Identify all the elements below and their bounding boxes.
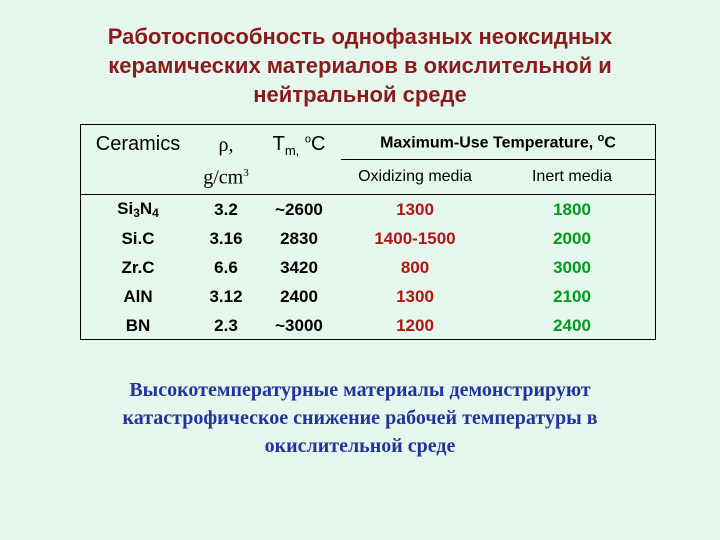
header-max-use-label: Maximum-Use Temperature,	[380, 134, 598, 152]
header-density-unit-exponent: 3	[243, 167, 249, 179]
melting-temperature-cell: 2830	[280, 228, 318, 248]
slide-title	[40, 22, 680, 109]
table-row	[81, 311, 655, 340]
ceramic-name-part: N	[139, 199, 153, 218]
header-inert-media: Inert media	[531, 168, 613, 185]
ceramics-table	[81, 125, 655, 340]
oxidizing-value-cell: 1300	[396, 286, 434, 306]
ceramic-name-cell: AlN	[123, 286, 153, 306]
ceramic-name-cell: Si.C	[121, 228, 155, 248]
table-row	[81, 282, 655, 311]
table-row	[81, 224, 655, 253]
ceramic-name-subscript: 4	[152, 206, 159, 220]
oxidizing-value-cell: 1400-1500	[374, 228, 456, 248]
header-tm-main: T	[272, 133, 285, 155]
header-max-use-degree: o	[597, 131, 605, 144]
header-tm-unit: C	[310, 133, 326, 155]
slide-title-line-3: нейтральной среде	[253, 82, 467, 107]
ceramics-table-frame	[80, 124, 656, 340]
oxidizing-value-cell: 1200	[396, 315, 434, 335]
slide-title-line-1: Работоспособность однофазных неоксидных	[107, 24, 613, 49]
melting-temperature-cell: ~2600	[257, 195, 341, 225]
ceramic-name-cell	[81, 195, 195, 225]
inert-value-cell: 2000	[553, 228, 591, 248]
melting-temperature-cell: ~3000	[275, 315, 323, 335]
table-row	[81, 253, 655, 282]
header-melting-temperature	[257, 125, 341, 195]
melting-temperature-cell: 3420	[280, 257, 318, 277]
ceramic-name-cell: Zr.C	[121, 257, 155, 277]
density-cell: 2.3	[214, 315, 238, 335]
header-max-use-temperature	[341, 125, 655, 160]
density-cell: 6.6	[214, 257, 238, 277]
header-tm-degree: o	[304, 133, 311, 146]
conclusion-line-1: Высокотемпературные материалы демонстрируют	[129, 379, 591, 401]
header-oxidizing-media: Oxidizing media	[358, 168, 472, 185]
header-density-symbol: ρ,	[218, 134, 234, 156]
conclusion-line-2: катастрофическое снижение рабочей температуры в	[122, 407, 598, 429]
header-tm-subscript: m,	[284, 143, 300, 158]
density-cell: 3.12	[209, 286, 243, 306]
density-cell: 3.16	[209, 228, 243, 248]
inert-value-cell: 1800	[489, 195, 655, 225]
header-density	[195, 125, 257, 195]
conclusion-line-3: окислительной среде	[264, 435, 456, 457]
header-density-unit: g/cm	[203, 166, 244, 189]
ceramic-name-subscript: 3	[133, 206, 140, 220]
inert-value-cell: 2400	[553, 315, 591, 335]
melting-temperature-cell: 2400	[280, 286, 318, 306]
inert-value-cell: 3000	[553, 257, 591, 277]
table-row	[81, 195, 655, 225]
inert-value-cell: 2100	[553, 286, 591, 306]
oxidizing-value-cell: 1300	[341, 195, 489, 225]
header-ceramics: Ceramics	[95, 133, 181, 155]
header-max-use-unit: C	[604, 134, 616, 152]
table-header-row	[81, 125, 655, 160]
oxidizing-value-cell: 800	[400, 257, 430, 277]
conclusion-text	[60, 376, 660, 460]
slide-title-line-2: керамических материалов в окислительной и	[108, 53, 612, 78]
density-cell: 3.2	[195, 195, 257, 225]
ceramic-name-cell: BN	[125, 315, 151, 335]
ceramic-name-part: Si	[117, 199, 134, 218]
